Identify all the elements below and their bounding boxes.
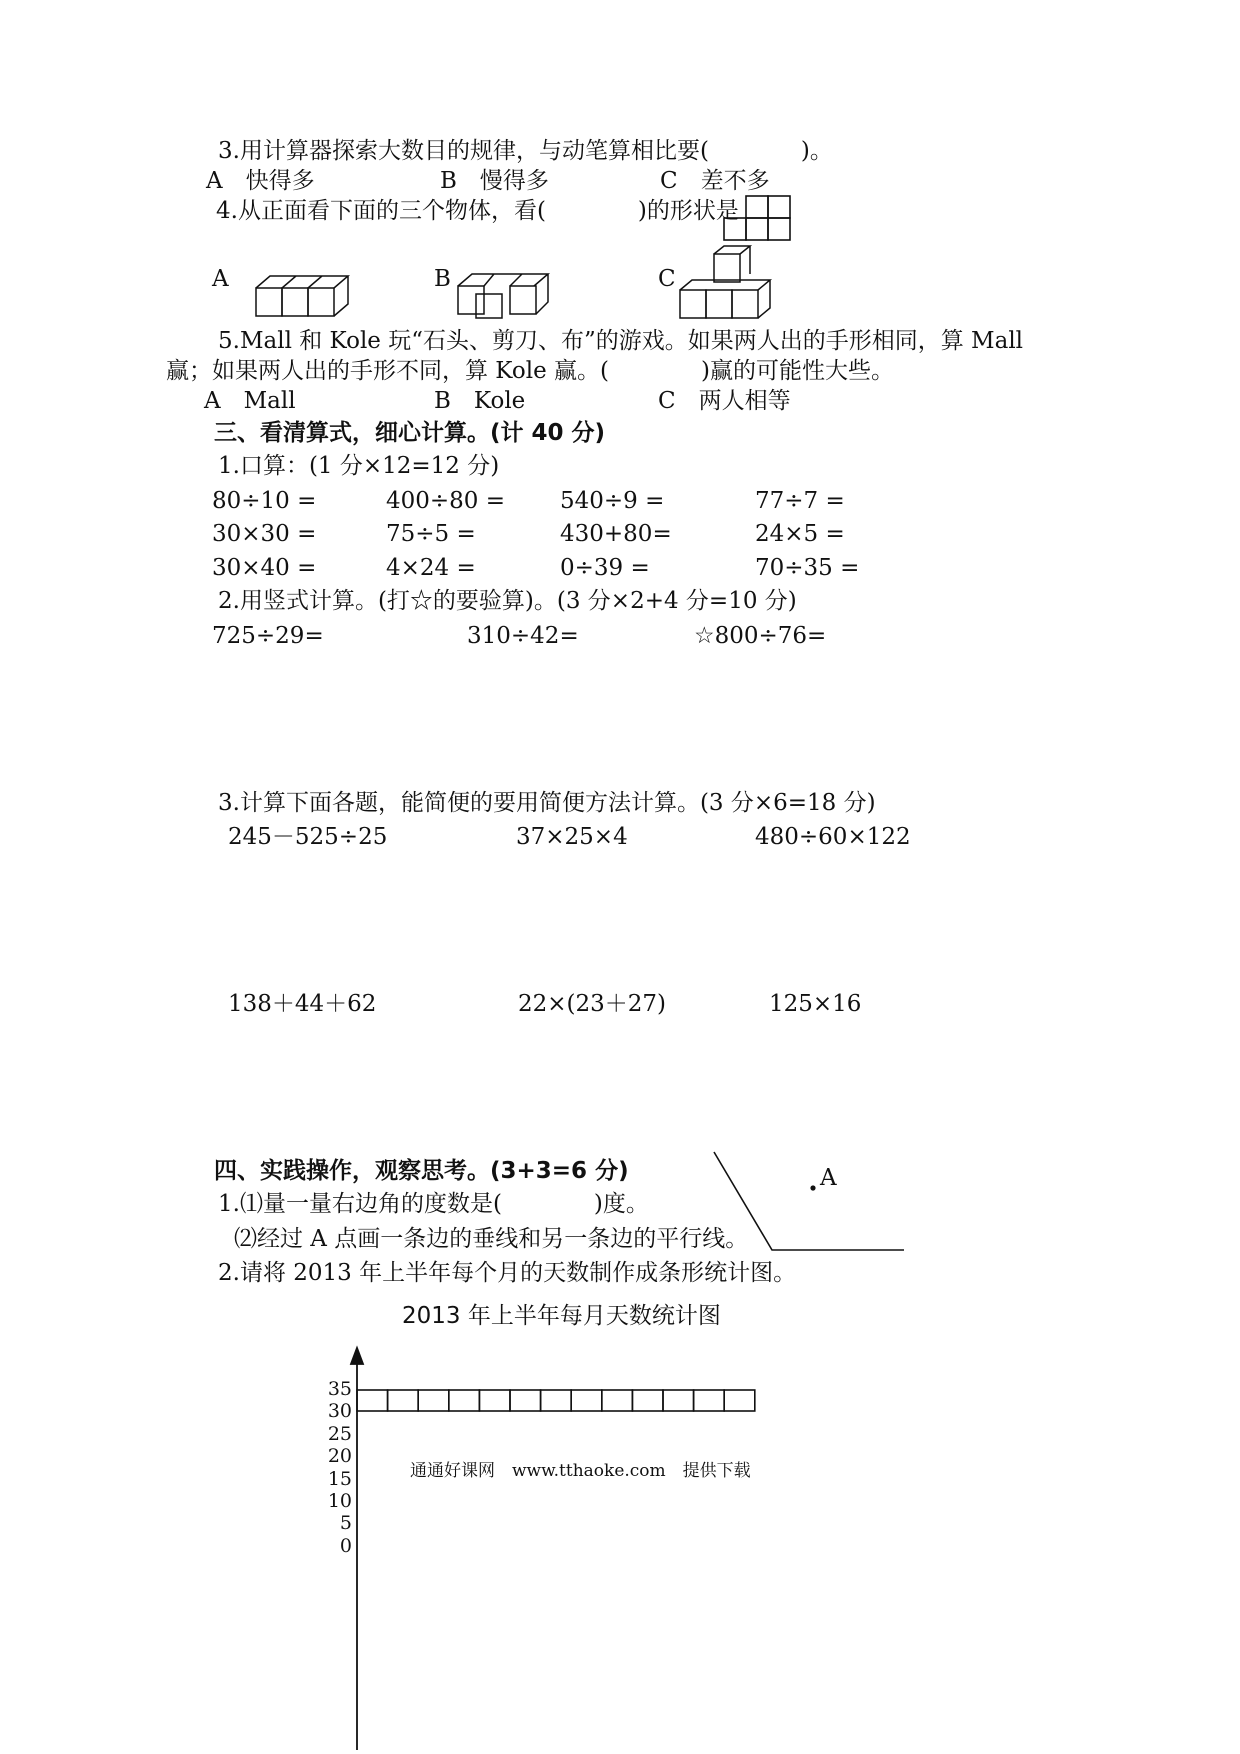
chart-header-cell bbox=[632, 1390, 663, 1411]
perpendicular-question: ⑵经过 A 点画一条边的垂线和另一条边的平行线。 bbox=[234, 1226, 749, 1252]
q3-stem: 3.用计算器探索大数目的规律，与动笔算相比要( )。 bbox=[218, 138, 833, 164]
chart-header-cell bbox=[449, 1390, 480, 1411]
oral-item: 77÷7 = bbox=[755, 488, 845, 514]
y-tick-label: 0 bbox=[339, 1534, 352, 1557]
oral-item: 4×24 = bbox=[386, 555, 476, 581]
chart-header-cell bbox=[418, 1390, 449, 1411]
vertical-calc-item: 310÷42= bbox=[467, 623, 579, 649]
chart-header-cell bbox=[479, 1390, 510, 1411]
simplify-item: 480÷60×122 bbox=[755, 824, 911, 850]
oral-item: 75÷5 = bbox=[386, 521, 476, 547]
oral-item: 540÷9 = bbox=[560, 488, 665, 514]
chart-title: 2013 年上半年每月天数统计图 bbox=[402, 1303, 721, 1329]
vertical-calc-title: 2.用竖式计算。(打☆的要验算)。(3 分×2+4 分=10 分) bbox=[218, 588, 797, 614]
y-tick-label: 10 bbox=[327, 1490, 352, 1512]
oral-item: 30×30 = bbox=[212, 521, 317, 547]
chart-header-cell bbox=[388, 1390, 419, 1411]
oral-item: 30×40 = bbox=[212, 555, 317, 581]
angle-question: 1.⑴量一量右边角的度数是( )度。 bbox=[218, 1191, 649, 1217]
q5-option-c: C 两人相等 bbox=[658, 388, 791, 414]
oral-item: 400÷80 = bbox=[386, 488, 506, 514]
bar-chart-question: 2.请将 2013 年上半年每个月的天数制作成条形统计图。 bbox=[218, 1260, 797, 1286]
y-tick-label: 5 bbox=[339, 1512, 352, 1535]
q3-option-c: C 差不多 bbox=[660, 168, 770, 194]
y-tick-label: 35 bbox=[327, 1378, 352, 1400]
y-tick-label: 30 bbox=[327, 1400, 352, 1423]
y-tick-label: 15 bbox=[327, 1467, 352, 1490]
q4-target-shape bbox=[724, 194, 792, 242]
section3-title: 三、看清算式，细心计算。(计 40 分) bbox=[214, 420, 606, 446]
q4-label-b: B bbox=[434, 266, 451, 292]
oral-item: 24×5 = bbox=[755, 521, 845, 547]
oral-title: 1.口算：(1 分×12=12 分) bbox=[218, 453, 500, 479]
vertical-calc-item: 725÷29= bbox=[212, 623, 324, 649]
chart-header-cell bbox=[663, 1390, 694, 1411]
q4-label-c: C bbox=[658, 266, 676, 292]
oral-item: 430+80= bbox=[560, 521, 672, 547]
simplify-item: 138＋44＋62 bbox=[228, 991, 377, 1017]
chart-header-cell bbox=[724, 1390, 755, 1411]
oral-item: 0÷39 = bbox=[560, 555, 650, 581]
simplify-item: 245－525÷25 bbox=[228, 824, 388, 850]
simplify-item: 125×16 bbox=[769, 991, 862, 1017]
q5-option-b: B Kole bbox=[434, 388, 526, 414]
chart-header-cell bbox=[541, 1390, 572, 1411]
q5-option-a: A Mall bbox=[204, 388, 296, 414]
q4-stem: 4.从正面看下面的三个物体，看( )的形状是 bbox=[216, 198, 739, 224]
q4-object-c-figure bbox=[676, 246, 776, 320]
q4-label-a: A bbox=[212, 266, 229, 292]
point-a-label: A bbox=[820, 1165, 837, 1191]
simplify-title: 3.计算下面各题，能简便的要用简便方法计算。(3 分×6=18 分) bbox=[218, 790, 876, 816]
chart-header-cell bbox=[694, 1390, 725, 1411]
q5-line1: 5.Mall 和 Kole 玩“石头、剪刀、布”的游戏。如果两人出的手形相同，算 Mall bbox=[218, 328, 1024, 354]
point-a-dot bbox=[810, 1185, 815, 1190]
q4-object-b-figure bbox=[456, 272, 556, 318]
q3-option-a: A 快得多 bbox=[206, 168, 315, 194]
chart-header-cell bbox=[510, 1390, 541, 1411]
angle-figure bbox=[700, 1140, 920, 1260]
q5-line2: 赢；如果两人出的手形不同，算 Kole 赢。( )赢的可能性大些。 bbox=[166, 358, 894, 384]
watermark: 通通好课网 www.tthaoke.com 提供下载 bbox=[410, 1461, 751, 1481]
chart-axes bbox=[340, 1340, 770, 1754]
q4-object-a-figure bbox=[254, 272, 350, 320]
y-tick-label: 20 bbox=[327, 1445, 352, 1468]
vertical-calc-item: ☆800÷76= bbox=[694, 623, 827, 649]
oral-item: 80÷10 = bbox=[212, 488, 317, 514]
simplify-item: 22×(23＋27) bbox=[518, 991, 667, 1017]
chart-header-cell bbox=[602, 1390, 633, 1411]
oral-item: 70÷35 = bbox=[755, 555, 860, 581]
simplify-item: 37×25×4 bbox=[516, 824, 628, 850]
q3-option-b: B 慢得多 bbox=[440, 168, 549, 194]
y-tick-label: 25 bbox=[327, 1422, 352, 1445]
section4-title: 四、实践操作，观察思考。(3+3=6 分) bbox=[214, 1158, 629, 1184]
chart-header-cell bbox=[357, 1390, 388, 1411]
chart-header-cell bbox=[571, 1390, 602, 1411]
